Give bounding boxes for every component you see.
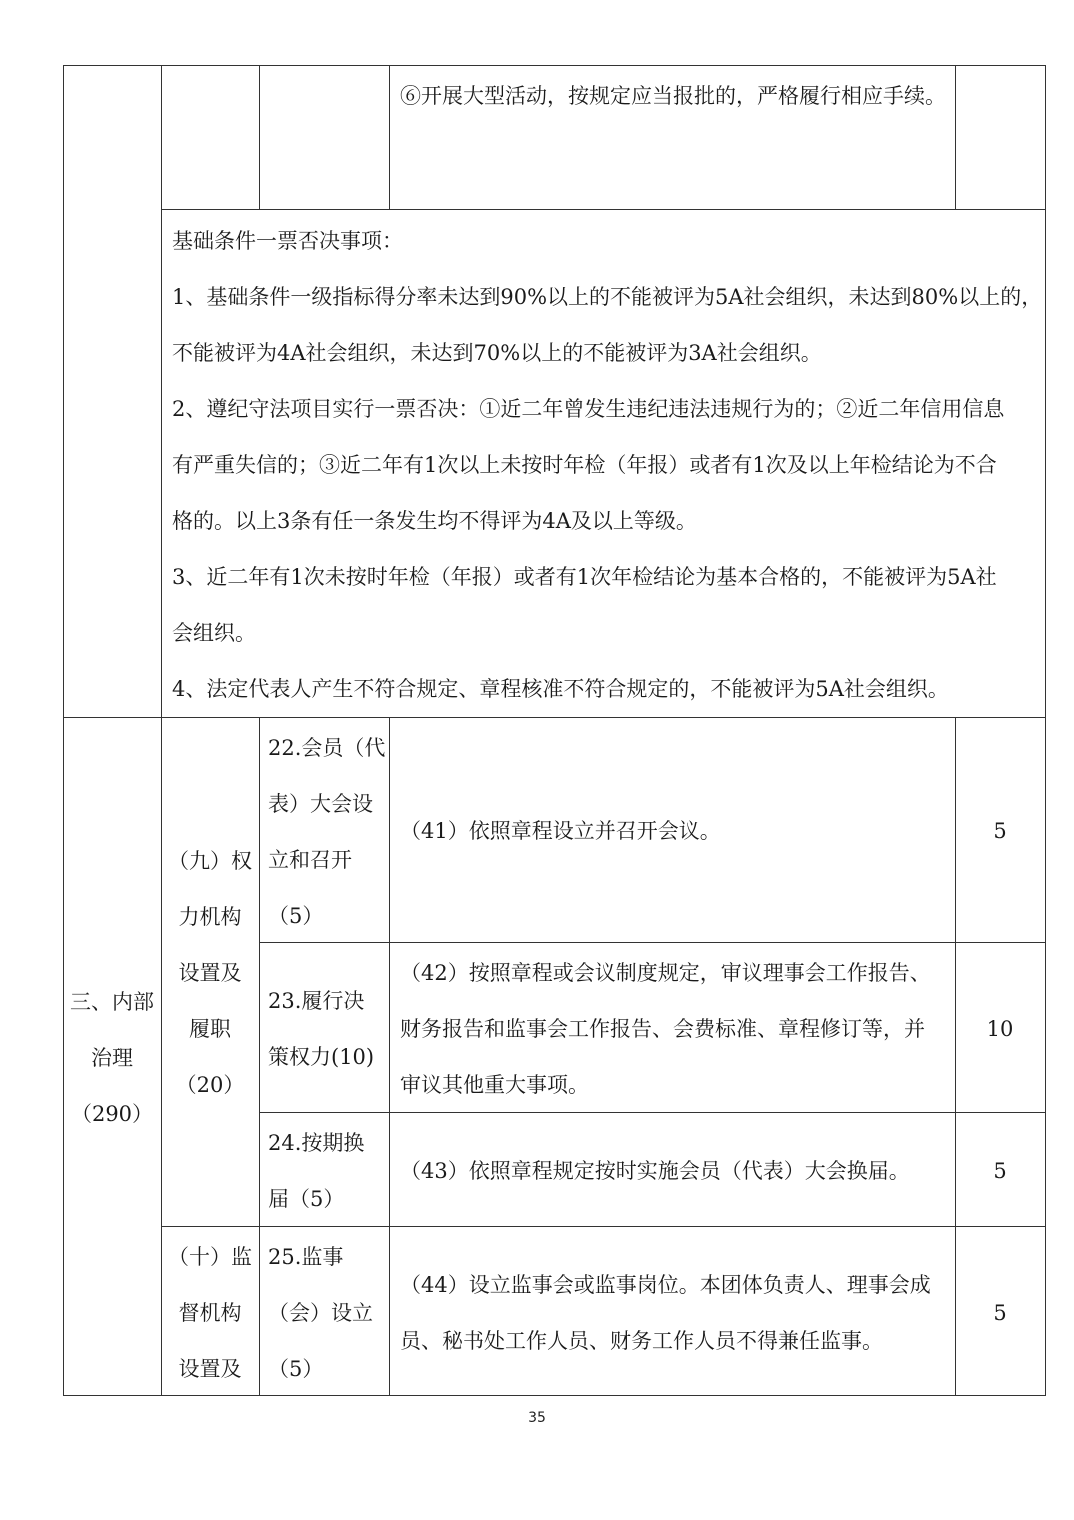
- level3-label-line: 23.履行决: [268, 989, 365, 1013]
- requirement-text: （43）依照章程规定按时实施会员（代表）大会换届。: [400, 1159, 910, 1183]
- veto-line: 格的。以上3条有任一条发生均不得评为4A及以上等级。: [172, 509, 697, 533]
- level2-label-line: （20）: [175, 1073, 245, 1097]
- level1-label-line: 治理: [91, 1046, 133, 1070]
- veto-line: 不能被评为4A社会组织，未达到70%以上的不能被评为3A社会组织。: [172, 341, 822, 365]
- veto-line: 1、基础条件一级指标得分率未达到90%以上的不能被评为5A社会组织，未达到80%以上的，: [172, 285, 1043, 309]
- level3-label-line: 策权力(10): [268, 1045, 375, 1069]
- level2-label-line: 履职: [189, 1017, 231, 1041]
- veto-line: 2、遵纪守法项目实行一票否决：①近二年曾发生违纪违法违规行为的；②近二年信用信息: [172, 397, 1005, 421]
- score-value: 5: [993, 1301, 1007, 1325]
- level2-label-line: 设置及: [178, 1357, 242, 1381]
- requirement-text: 审议其他重大事项。: [400, 1073, 589, 1097]
- level2-label-line: （九）权: [168, 849, 252, 873]
- level2-label-line: 督机构: [178, 1301, 242, 1325]
- requirement-text: （41）依照章程设立并召开会议。: [400, 819, 721, 843]
- level3-label-line: 立和召开: [268, 848, 352, 872]
- level3-label-line: 22.会员（代: [268, 736, 386, 760]
- level1-label-line: （290）: [70, 1102, 154, 1126]
- requirement-text: 财务报告和监事会工作报告、会费标准、章程修订等，并: [400, 1017, 925, 1041]
- level3-label-line: 25.监事: [268, 1245, 344, 1269]
- level3-label-line: 表）大会设: [268, 792, 373, 816]
- level3-label-line: （会）设立: [268, 1301, 373, 1325]
- score-value: 5: [993, 819, 1007, 843]
- level3-label-line: 届（5）: [268, 1187, 345, 1211]
- requirement-top-row: ⑥开展大型活动，按规定应当报批的，严格履行相应手续。: [400, 84, 946, 108]
- veto-title: 基础条件一票否决事项：: [172, 229, 403, 253]
- veto-line: 3、近二年有1次未按时年检（年报）或者有1次年检结论为基本合格的，不能被评为5A社: [172, 565, 997, 589]
- requirement-text: 员、秘书处工作人员、财务工作人员不得兼任监事。: [400, 1329, 883, 1353]
- score-value: 10: [986, 1017, 1014, 1041]
- requirement-text: （42）按照章程或会议制度规定，审议理事会工作报告、: [400, 961, 931, 985]
- level2-label-line: 设置及: [178, 961, 242, 985]
- level1-label-line: 三、内部: [70, 990, 154, 1014]
- veto-line: 有严重失信的；③近二年有1次以上未按时年检（年报）或者有1次及以上年检结论为不合: [172, 453, 997, 477]
- level2-label-line: （十）监: [168, 1245, 252, 1269]
- veto-line: 4、法定代表人产生不符合规定、章程核准不符合规定的，不能被评为5A社会组织。: [172, 677, 949, 701]
- level3-label-line: 24.按期换: [268, 1131, 365, 1155]
- requirement-text: （44）设立监事会或监事岗位。本团体负责人、理事会成: [400, 1273, 931, 1297]
- veto-line: 会组织。: [172, 621, 256, 645]
- level2-label-line: 力机构: [178, 905, 242, 929]
- level3-label-line: （5）: [268, 904, 324, 928]
- page-number: 35: [528, 1410, 546, 1426]
- score-value: 5: [993, 1159, 1007, 1183]
- level3-label-line: （5）: [268, 1357, 324, 1381]
